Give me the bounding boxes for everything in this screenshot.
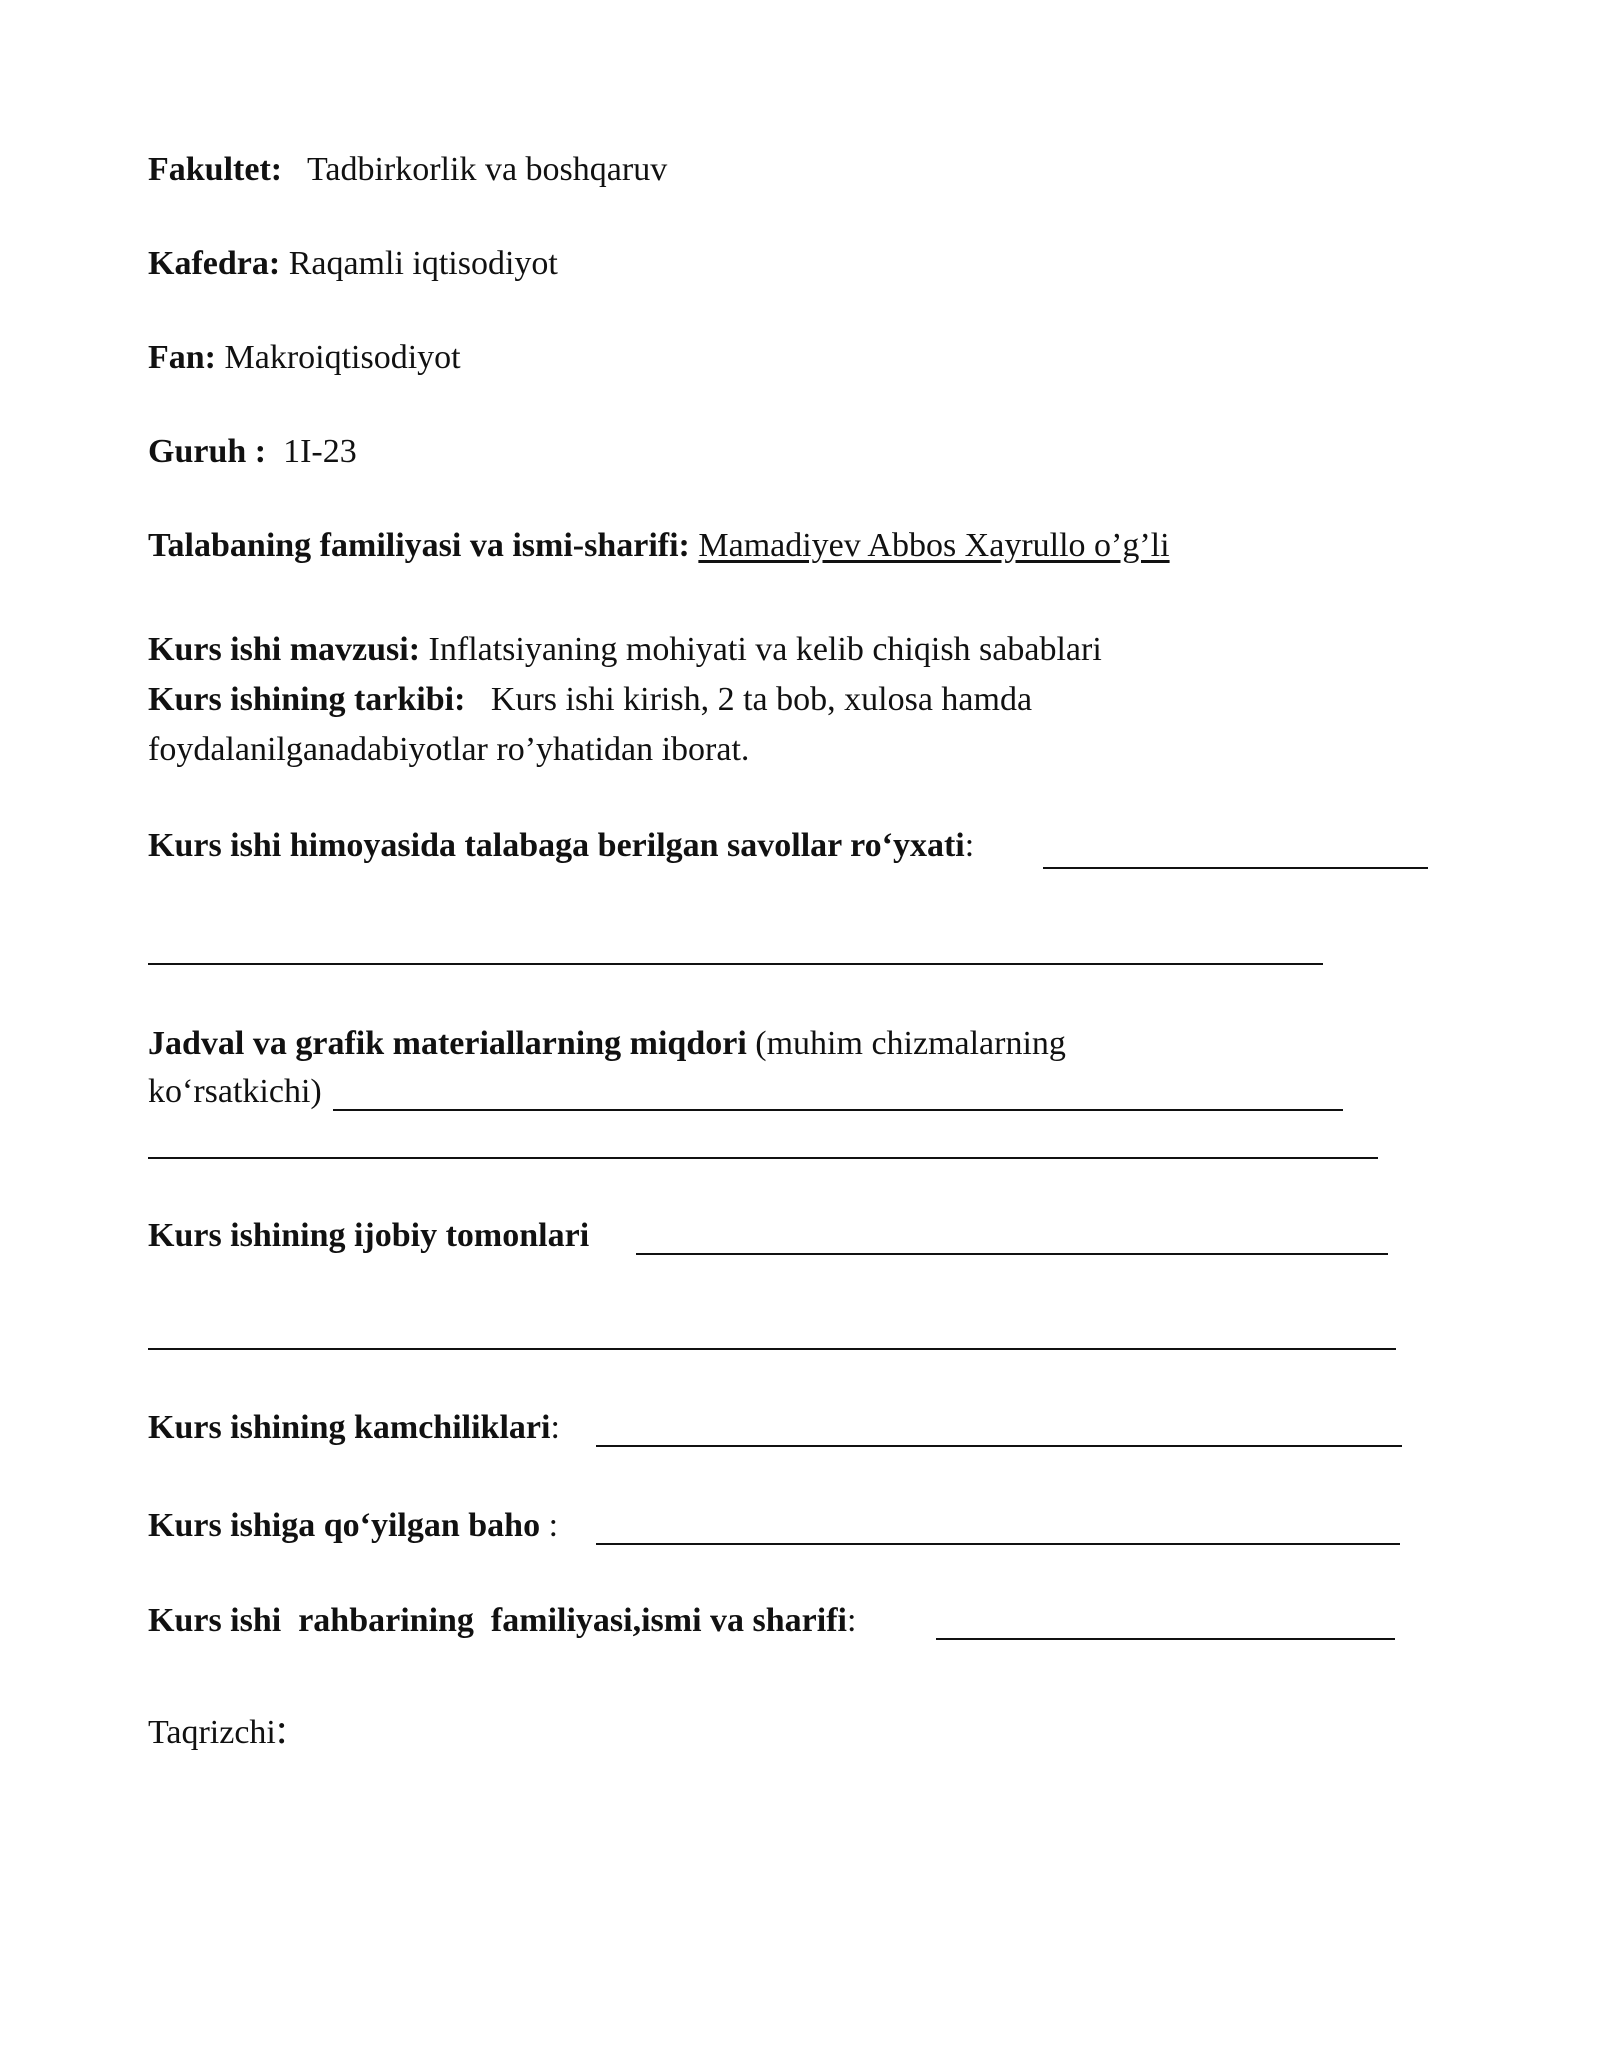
kamchilik-label: Kurs ishining kamchiliklari xyxy=(148,1409,551,1446)
rahbar-label: Kurs ishi rahbarining familiyasi,ismi va sharifi xyxy=(148,1602,847,1639)
fan-row xyxy=(148,338,461,378)
taqrizchi-row xyxy=(148,1707,288,1753)
tarkib-value-line1: Kurs ishi kirish, 2 ta bob, xulosa hamda xyxy=(490,681,1033,718)
kamchilik-row xyxy=(148,1408,560,1448)
tarkib-value-line2: foydalanilganadabiyotlar ro’yhatidan iborat. xyxy=(148,731,750,768)
savollar-blank-line xyxy=(1043,867,1428,869)
kamchilik-blank-line xyxy=(596,1445,1402,1447)
talaba-label: Talabaning familiyasi va ismi-sharifi: xyxy=(148,527,690,564)
talaba-value: Mamadiyev Abbos Xayrullo o’g’li xyxy=(698,527,1170,564)
fakultet-row xyxy=(148,150,667,190)
ijobiy-row xyxy=(148,1216,589,1256)
jadval-label: Jadval va grafik materiallarning miqdori xyxy=(148,1025,747,1062)
jadval-blank-line-2 xyxy=(148,1157,1378,1159)
guruh-row xyxy=(148,432,357,472)
rahbar-row xyxy=(148,1601,856,1641)
jadval-note-line1: (muhim chizmalarning xyxy=(755,1025,1066,1062)
taqrizchi-colon: : xyxy=(275,1707,288,1753)
talaba-row xyxy=(148,526,1170,566)
kafedra-value: Raqamli iqtisodiyot xyxy=(288,245,558,282)
fan-label: Fan: xyxy=(148,339,216,376)
ijobiy-blank-line-2 xyxy=(148,1348,1396,1350)
ijobiy-label: Kurs ishining ijobiy tomonlari xyxy=(148,1217,590,1254)
fakultet-value: Tadbirkorlik va boshqaruv xyxy=(306,151,668,188)
savollar-colon: : xyxy=(964,827,975,864)
mavzu-label: Kurs ishi mavzusi: xyxy=(148,631,421,668)
mavzu-row xyxy=(148,630,1102,670)
savollar-row xyxy=(148,826,974,866)
tarkib-label: Kurs ishining tarkibi: xyxy=(148,681,466,718)
kafedra-row xyxy=(148,244,558,284)
jadval-note-line2: ko‘rsatkichi) xyxy=(148,1073,322,1110)
baho-row xyxy=(148,1506,558,1546)
jadval-blank-line xyxy=(333,1109,1343,1111)
ijobiy-blank-line xyxy=(636,1253,1388,1255)
baho-label: Kurs ishiga qo‘yilgan baho xyxy=(148,1507,541,1544)
kafedra-label: Kafedra: xyxy=(148,245,281,282)
tarkib-row xyxy=(148,680,1032,720)
fan-value: Makroiqtisodiyot xyxy=(224,339,461,376)
savollar-label: Kurs ishi himoyasida talabaga berilgan savollar ro‘yxati xyxy=(148,827,965,864)
guruh-value: 1I-23 xyxy=(283,433,357,470)
baho-blank-line xyxy=(596,1543,1400,1545)
guruh-label: Guruh : xyxy=(148,433,267,470)
mavzu-value: Inflatsiyaning mohiyati va kelib chiqish sabablari xyxy=(428,631,1102,668)
kamchilik-colon: : xyxy=(550,1409,560,1446)
taqrizchi-label: Taqrizchi xyxy=(148,1714,276,1751)
rahbar-colon: : xyxy=(846,1602,857,1639)
baho-colon: : xyxy=(540,1507,559,1544)
savollar-blank-line-2 xyxy=(148,963,1323,965)
jadval-row xyxy=(148,1024,1066,1064)
fakultet-label: Fakultet: xyxy=(148,151,283,188)
rahbar-blank-line xyxy=(936,1638,1395,1640)
